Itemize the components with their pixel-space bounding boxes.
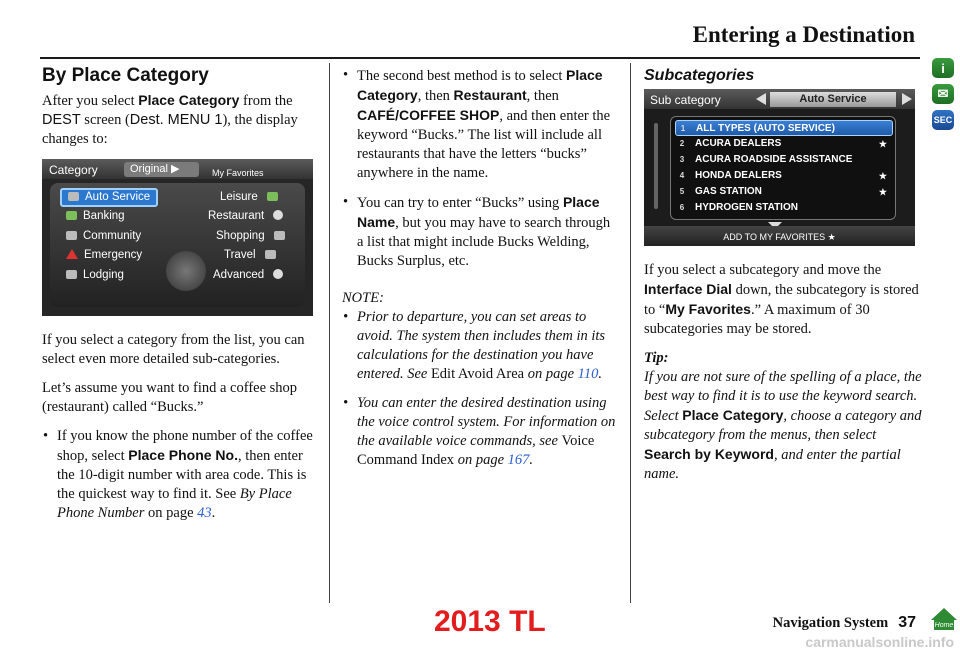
category-community[interactable]: [66, 228, 141, 245]
text: , and enter the partial name.: [644, 447, 901, 482]
note-label: NOTE:: [342, 290, 384, 306]
ui-term: DEST: [42, 112, 81, 128]
row-label: GAS STATION: [695, 186, 762, 197]
subsection-heading: Subcategories: [644, 67, 755, 84]
page-footer: [773, 614, 916, 632]
section-heading: By Place Category: [42, 65, 209, 86]
voice-icon[interactable]: ✉: [932, 84, 954, 104]
dial-knob: [166, 251, 206, 291]
category-panel: [50, 183, 305, 307]
leisure-icon: [267, 192, 278, 201]
category-auto-service[interactable]: [60, 188, 158, 207]
paragraph: [644, 261, 922, 339]
cross-reference: Edit Avoid Area: [430, 366, 525, 382]
category-screen: [42, 159, 313, 316]
sec-icon[interactable]: SEC: [932, 110, 954, 130]
emergency-icon: [66, 249, 78, 259]
arrow-right-icon[interactable]: [902, 93, 912, 105]
list-item[interactable]: [675, 136, 893, 152]
ui-term: Search by Keyword: [644, 446, 774, 462]
ui-term: Place Category: [138, 92, 240, 108]
screen-title: Category: [49, 163, 98, 177]
ui-term: CAFÉ/COFFEE SHOP: [357, 107, 500, 123]
column-2: [342, 66, 620, 480]
page-link[interactable]: 167: [507, 452, 530, 468]
text: , then enter the 10-digit number with area code. This is the quickest way to find it. See: [57, 448, 307, 502]
text: on page: [524, 366, 578, 382]
shopping-icon: [274, 231, 285, 240]
text: , choose a category and subcategory from the menus, then select: [644, 408, 922, 443]
banking-icon: [66, 211, 77, 220]
site-watermark: carmanualsonline.info: [805, 634, 954, 650]
text: from the: [239, 93, 293, 109]
ui-term: Place Category: [357, 67, 603, 103]
home-icon[interactable]: [930, 606, 958, 632]
tab-original[interactable]: [124, 162, 199, 177]
text: Prior to departure, you can set areas to avoid. The system then includes them in its calculations for the destination you have entered. See: [357, 309, 606, 382]
row-number: 3: [679, 155, 685, 164]
label: Advanced: [213, 269, 265, 281]
label: Restaurant: [208, 210, 265, 222]
text: , then: [526, 88, 559, 104]
label: Travel: [224, 249, 256, 261]
category-restaurant[interactable]: [208, 208, 289, 225]
cross-reference: Voice Command Index: [357, 433, 595, 468]
restaurant-icon: [273, 210, 283, 220]
label: Community: [83, 230, 142, 242]
ui-term: Place Phone No.: [128, 447, 238, 463]
text: on page: [144, 505, 198, 521]
ui-term: Restaurant: [453, 87, 527, 103]
text: , and then enter the keyword “Bucks.” The list will include all restaurants that have the letters “bucks” anywhere in the name.: [357, 108, 611, 181]
note-item: [342, 308, 620, 384]
text: .” A maximum of 30 subcategories may be stored.: [644, 302, 870, 337]
label: Emergency: [84, 249, 143, 261]
row-number: 4: [679, 171, 685, 180]
note-item: [342, 394, 620, 470]
list-item[interactable]: [675, 152, 893, 168]
column-divider-1: [329, 63, 330, 603]
row-label: HYDROGEN STATION: [695, 202, 798, 213]
search-icon: [273, 269, 283, 279]
text: , but you may have to search through a list that might include Bucks Welding, Bucks Surplus, etc.: [357, 215, 611, 269]
row-number: 5: [679, 187, 685, 196]
text: .: [211, 505, 216, 521]
text: .: [529, 452, 533, 468]
column-1: [42, 66, 320, 533]
row-number: 1: [680, 124, 686, 133]
model-watermark: 2013 TL: [434, 605, 546, 638]
label: Lodging: [83, 269, 124, 281]
side-icons: [932, 58, 956, 136]
tip-label: Tip:: [644, 350, 669, 366]
travel-icon: [265, 250, 276, 259]
category-leisure[interactable]: [220, 189, 284, 206]
subcategory-screen: [644, 89, 915, 246]
row-label: ACURA ROADSIDE ASSISTANCE: [695, 154, 853, 165]
column-3: [644, 66, 922, 494]
text: down, the subcategory is stored to “: [644, 282, 919, 318]
home-label: Home: [934, 622, 954, 629]
text: , then: [417, 88, 454, 104]
category-emergency[interactable]: [66, 247, 142, 264]
ui-term: Place Category: [682, 407, 784, 423]
text: .: [598, 366, 602, 382]
text: The second best method is to select: [357, 68, 566, 84]
text: After you select: [42, 93, 139, 109]
text: screen (: [80, 112, 130, 128]
page-link[interactable]: 110: [577, 366, 599, 382]
text: You can enter the desired destination using the voice control system. For information on the available voice commands, see: [357, 395, 616, 449]
title-rule: [40, 57, 920, 59]
category-selector[interactable]: Auto Service: [770, 92, 896, 107]
paragraph: Let’s assume you want to find a coffee shop (restaurant) called “Bucks.”: [42, 380, 298, 415]
star-icon: ★: [878, 187, 887, 197]
bullet-item: [42, 427, 320, 523]
text: You can try to enter “Bucks” using: [357, 195, 563, 211]
row-number: 2: [679, 139, 685, 148]
cross-reference: By Place Phone Number: [57, 486, 292, 521]
list-item[interactable]: [675, 184, 893, 200]
ui-term: Interface Dial: [644, 281, 732, 297]
auto-service-icon: [68, 192, 79, 201]
text: on page: [454, 452, 508, 468]
text: ), the display changes to:: [42, 112, 298, 147]
scrollbar[interactable]: [654, 123, 658, 209]
footer-section-label: Navigation System: [772, 615, 889, 631]
add-to-favorites-bar[interactable]: ADD TO MY FAVORITES ★: [644, 226, 915, 246]
list-item[interactable]: [675, 120, 893, 136]
lodging-icon: [66, 270, 77, 279]
category-shopping[interactable]: [216, 228, 291, 245]
list-item[interactable]: [675, 200, 893, 216]
star-icon: ★: [878, 139, 887, 149]
label: Auto Service: [85, 191, 151, 203]
page-title: Entering a Destination: [692, 22, 915, 47]
tab-label: Original: [130, 163, 168, 175]
star-icon: ★: [878, 171, 887, 181]
row-label: ALL TYPES (AUTO SERVICE): [696, 123, 835, 134]
text: If you select a subcategory and move the: [644, 262, 882, 278]
community-icon: [66, 231, 77, 240]
paragraph: [42, 91, 320, 149]
category-lodging[interactable]: [66, 267, 124, 284]
row-label: HONDA DEALERS: [695, 170, 782, 181]
text: If you are not sure of the spelling of a place, the best way to find it is to use the keyword search. Select: [644, 369, 922, 424]
category-banking[interactable]: [66, 208, 125, 225]
list-item[interactable]: [675, 168, 893, 184]
subcategory-list: [670, 116, 896, 220]
info-icon[interactable]: i: [932, 58, 954, 78]
column-divider-2: [630, 63, 631, 603]
row-label: ACURA DEALERS: [695, 138, 782, 149]
bullet-item: [342, 66, 620, 183]
bullet-item: [342, 193, 620, 271]
label: Banking: [83, 210, 125, 222]
page-link[interactable]: 43: [197, 505, 212, 521]
ui-term: My Favorites: [665, 301, 751, 317]
row-number: 6: [679, 203, 685, 212]
text: If you know the phone number of the coffee shop, select: [57, 428, 313, 464]
page-number: 37: [898, 614, 916, 631]
arrow-right-icon: ▶: [170, 163, 180, 175]
ui-term: Place Name: [357, 194, 600, 230]
label: Leisure: [220, 191, 258, 203]
tab-my-favorites[interactable]: My Favorites: [212, 168, 264, 178]
arrow-left-icon[interactable]: [756, 93, 766, 105]
ui-term: Dest. MENU 1: [129, 112, 223, 128]
paragraph: If you select a category from the list, you can select even more detailed sub-categories.: [42, 332, 305, 367]
screen-title: Sub category: [650, 93, 721, 107]
tip-text: [644, 368, 922, 484]
label: Shopping: [216, 230, 265, 242]
category-advanced[interactable]: [213, 267, 289, 284]
category-travel[interactable]: [224, 247, 282, 264]
